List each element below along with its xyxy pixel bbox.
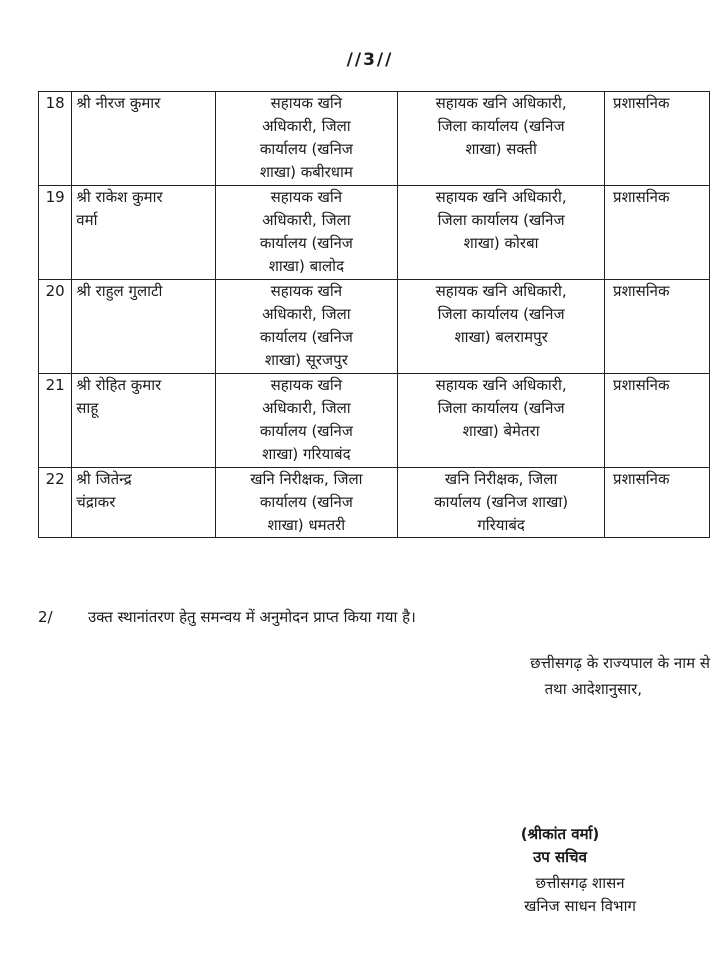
signatory-name: (श्रीकांत वर्मा) [520, 825, 600, 843]
signatory-designation: उप सचिव [533, 848, 587, 866]
text-line: अधिकारी, जिला [262, 211, 351, 229]
text-line: सहायक खनि अधिकारी, [435, 376, 567, 394]
text-line: शाखा) धमतरी [267, 516, 346, 534]
officer-name [72, 374, 215, 468]
table-row [39, 186, 710, 280]
transfer-type: प्रशासनिक [605, 92, 710, 186]
approval-paragraph [38, 606, 708, 628]
paragraph-text: उक्त स्थानांतरण हेतु समन्वय में अनुमोदन प्राप्त किया गया है। [88, 608, 416, 626]
page-number: //3// [346, 50, 394, 70]
text-line: शाखा) सूरजपुर [264, 351, 348, 369]
text-line: अधिकारी, जिला [262, 117, 351, 135]
text-line: कार्यालय (खनिज [259, 234, 353, 252]
text-line: वर्मा [76, 211, 98, 229]
serial-number: 18 [39, 92, 72, 186]
text-line: शाखा) बलरामपुर [454, 328, 548, 346]
text-line: गरियाबंद [477, 516, 525, 534]
current-posting [215, 468, 398, 538]
serial-number: 19 [39, 186, 72, 280]
text-line: श्री जितेन्द्र [76, 470, 132, 488]
text-line: श्री राकेश कुमार [76, 188, 163, 206]
text-line: खनि निरीक्षक, जिला [444, 470, 558, 488]
text-line: जिला कार्यालय (खनिज [437, 117, 565, 135]
text-line: सहायक खनि अधिकारी, [435, 94, 567, 112]
text-line: कार्यालय (खनिज [259, 493, 353, 511]
new-posting [398, 92, 605, 186]
text-line: कार्यालय (खनिज [259, 328, 353, 346]
serial-number: 22 [39, 468, 72, 538]
table-row [39, 92, 710, 186]
text-line: शाखा) कोरबा [463, 234, 539, 252]
table-row [39, 280, 710, 374]
serial-number: 20 [39, 280, 72, 374]
officer-name: श्री राहुल गुलाटी [72, 280, 215, 374]
transfer-type: प्रशासनिक [605, 468, 710, 538]
text-line: सहायक खनि [270, 188, 343, 206]
order-line-2: तथा आदेशानुसार, [544, 680, 642, 698]
transfer-table [38, 91, 710, 538]
text-line: कार्यालय (खनिज शाखा) [434, 493, 569, 511]
text-line: कार्यालय (खनिज [259, 140, 353, 158]
current-posting [215, 374, 398, 468]
serial-number: 21 [39, 374, 72, 468]
text-line: श्री रोहित कुमार [76, 376, 162, 394]
text-line: चंद्राकर [76, 493, 116, 511]
officer-name: श्री नीरज कुमार [72, 92, 215, 186]
new-posting [398, 186, 605, 280]
text-line: शाखा) गरियाबंद [262, 445, 351, 463]
signatory-department: खनिज साधन विभाग [524, 897, 636, 915]
signatory-government: छत्तीसगढ़ शासन [535, 874, 625, 892]
transfer-type: प्रशासनिक [605, 186, 710, 280]
officer-name [72, 186, 215, 280]
transfer-type: प्रशासनिक [605, 280, 710, 374]
new-posting [398, 280, 605, 374]
table-row [39, 374, 710, 468]
text-line: सहायक खनि [270, 376, 343, 394]
new-posting [398, 468, 605, 538]
text-line: सहायक खनि [270, 94, 343, 112]
new-posting [398, 374, 605, 468]
text-line: शाखा) कबीरधाम [259, 163, 353, 181]
text-line: शाखा) सक्ती [465, 140, 537, 158]
text-line: अधिकारी, जिला [262, 399, 351, 417]
text-line: जिला कार्यालय (खनिज [437, 305, 565, 323]
officer-name [72, 468, 215, 538]
text-line: सहायक खनि अधिकारी, [435, 188, 567, 206]
text-line: कार्यालय (खनिज [259, 422, 353, 440]
current-posting [215, 280, 398, 374]
text-line: सहायक खनि [270, 282, 343, 300]
text-line: साहू [76, 399, 99, 417]
text-line: सहायक खनि अधिकारी, [435, 282, 567, 300]
table-row [39, 468, 710, 538]
text-line: अधिकारी, जिला [262, 305, 351, 323]
text-line: शाखा) बालोद [268, 257, 345, 275]
transfer-type: प्रशासनिक [605, 374, 710, 468]
current-posting [215, 92, 398, 186]
current-posting [215, 186, 398, 280]
text-line: खनि निरीक्षक, जिला [250, 470, 363, 488]
text-line: जिला कार्यालय (खनिज [437, 211, 565, 229]
paragraph-number: 2/ [38, 608, 53, 626]
text-line: शाखा) बेमेतरा [462, 422, 540, 440]
text-line: जिला कार्यालय (खनिज [437, 399, 565, 417]
order-line-1: छत्तीसगढ़ के राज्यपाल के नाम से [530, 654, 710, 672]
